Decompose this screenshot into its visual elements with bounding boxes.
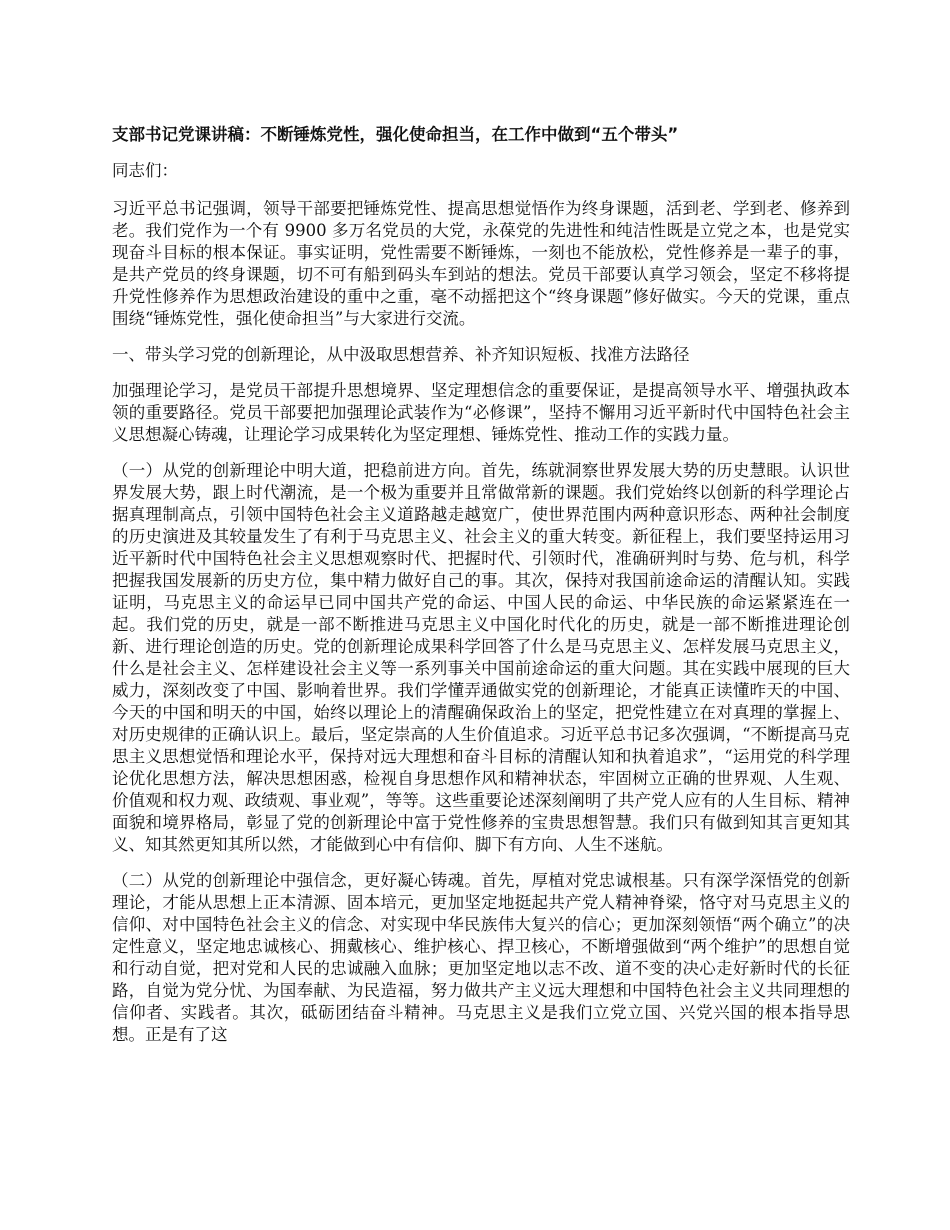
section-heading-1: 一、带头学习党的创新理论，从中汲取思想营养、补齐知识短板、找准方法路径 [112, 345, 690, 364]
subsection-2-paragraph: （二）从党的创新理论中强信念，更好凝心铸魂。首先，厚植对党忠诚根基。只有深学深悟党的创新理论，才能从思想上正本清源、固本培元，更加坚定地挺起共产党人精神脊梁，恪守对马克思主义的信仰、对中国特色社会主义的信念、对实现中华民族伟大复兴的信心；更加深刻领悟“两个确立”的决定性意义，坚定地忠诚核心、拥戴核心、维护核心、捍卫核心，不断增强做到“两个维护”的思想自觉和行动自觉，把对党和人民的忠诚融入血脉；更加坚定地以志不改、道不变的决心走好新时代的长征路，自觉为党分忧、为国奉献、为民造福，努力做共产主义远大理想和中国特色社会主义共同理想的信仰者、实践者。其次，砥砺团结奋斗精神。马克思主义是我们立党立国、兴党兴国的根本指导思想。正是有了这 [112, 871, 850, 1044]
intro-paragraph: 习近平总书记强调，领导干部要把锤炼党性、提高思想觉悟作为终身课题，活到老、学到老、修养到老。我们党作为一个有 9900 多万名党员的大党，永葆党的先进性和纯洁性既是立党之本，也是党实现奋斗目标的根本保证。事实证明，党性需要不断锤炼，一刻也不能放松，党性修养是一辈子的事，是共产党员的终身课题，切不可有船到码头车到站的想法。党员干部要认真学习领会，坚定不移将提升党性修养作为思想政治建设的重中之重，毫不动摇把这个“终身课题”修好做实。今天的党课，重点围绕“锤炼党性，强化使命担当”与大家进行交流。 [112, 199, 850, 328]
salutation: 同志们： [112, 161, 178, 180]
document-title: 支部书记党课讲稿：不断锤炼党性，强化使命担当，在工作中做到“五个带头” [112, 125, 679, 144]
section-1-intro-paragraph: 加强理论学习，是党员干部提升思想境界、坚定理想信念的重要保证，是提高领导水平、增强执政本领的重要路径。党员干部要把加强理论武装作为“必修课”，坚持不懈用习近平新时代中国特色社会主义思想凝心铸魂，让理论学习成果转化为坚定理想、锤炼党性、推动工作的实践力量。 [112, 381, 850, 444]
document-page [112, 124, 850, 1060]
subsection-1-paragraph: （一）从党的创新理论中明大道，把稳前进方向。首先，练就洞察世界发展大势的历史慧眼。认识世界发展大势，跟上时代潮流，是一个极为重要并且常做常新的课题。我们党始终以创新的科学理论占据真理制高点，引领中国特色社会主义道路越走越宽广，使世界范围内两种意识形态、两种社会制度的历史演进及其较量发生了有利于马克思主义、社会主义的重大转变。新征程上，我们要坚持运用习近平新时代中国特色社会主义思想观察时代、把握时代、引领时代，准确研判时与势、危与机，科学把握我国发展新的历史方位，集中精力做好自己的事。其次，保持对我国前途命运的清醒认知。实践证明，马克思主义的命运早已同中国共产党的命运、中国人民的命运、中华民族的命运紧紧连在一起。我们党的历史，就是一部不断推进马克思主义中国化时代化的历史，就是一部不断推进理论创新、进行理论创造的历史。党的创新理论成果科学回答了什么是马克思主义、怎样发展马克思主义，什么是社会主义、怎样建设社会主义等一系列事关中国前途命运的重大问题。其在实践中展现的巨大威力，深刻改变了中国、影响着世界。我们学懂弄通做实党的创新理论，才能真正读懂昨天的中国、今天的中国和明天的中国，始终以理论上的清醒确保政治上的坚定，把党性建立在对真理的掌握上、对历史规律的正确认识上。最后，坚定崇高的人生价值追求。习近平总书记多次强调，“不断提高马克思主义思想觉悟和理论水平，保持对远大理想和奋斗目标的清醒认知和执着追求”，“运用党的科学理论优化思想方法，解决思想困惑，检视自身思想作风和精神状态，牢固树立正确的世界观、人生观、价值观和权力观、政绩观、事业观”，等等。这些重要论述深刻阐明了共产党人应有的人生目标、精神面貌和境界格局，彰显了党的创新理论中富于党性修养的宝贵思想智慧。我们只有做到知其言更知其义、知其然更知其所以然，才能做到心中有信仰、脚下有方向、人生不迷航。 [112, 461, 850, 854]
